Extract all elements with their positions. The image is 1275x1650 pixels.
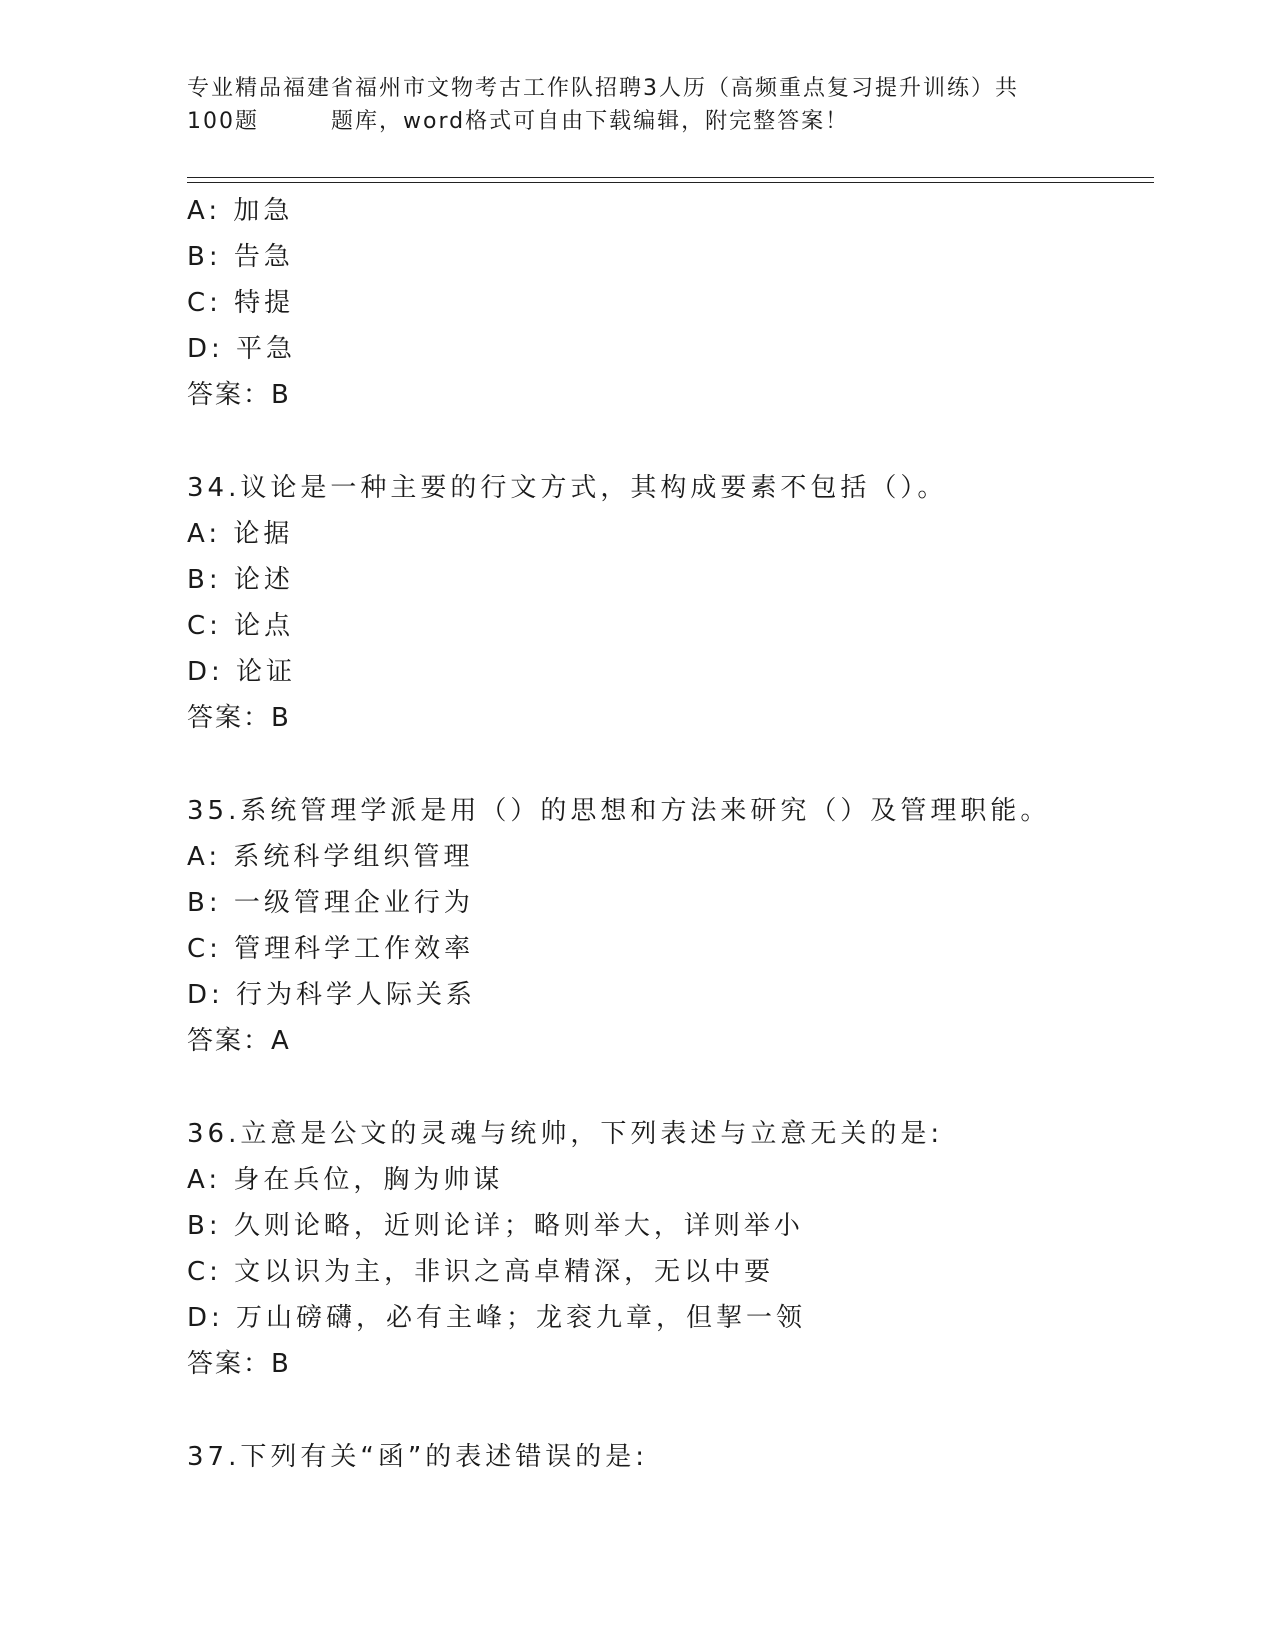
answer-line: 答案：B (187, 703, 291, 733)
answer-line: 答案：B (187, 1349, 291, 1379)
question-text: 37.下列有关“函”的表述错误的是: (187, 1442, 649, 1472)
option-c: C: 管理科学工作效率 (187, 934, 475, 964)
question-36 (187, 1111, 1154, 1387)
answer-line: 答案：A (187, 1026, 291, 1056)
question-text: 35.系统管理学派是用（）的思想和方法来研究（）及管理职能。 (187, 796, 1051, 826)
option-d: D: 论证 (187, 657, 297, 687)
question-35 (187, 788, 1154, 1064)
header-rule-bottom (187, 182, 1154, 183)
option-b: B: 告急 (187, 242, 294, 272)
option-c: C: 文以识为主，非识之高卓精深，无以中要 (187, 1257, 775, 1287)
question-37 (187, 1434, 1154, 1480)
question-text: 36.立意是公文的灵魂与统帅，下列表述与立意无关的是: (187, 1119, 944, 1149)
option-b: B: 久则论略，近则论详；略则举大，详则举小 (187, 1211, 804, 1241)
answer-line: 答案：B (187, 380, 291, 410)
option-c: C: 论点 (187, 611, 295, 641)
option-b: B: 一级管理企业行为 (187, 888, 474, 918)
question-text: 34.议论是一种主要的行文方式，其构成要素不包括（）。 (187, 473, 948, 503)
option-a: A: 身在兵位，胸为帅谋 (187, 1165, 504, 1195)
header-line-2-desc: 题库，word格式可自由下载编辑，附完整答案！ (331, 109, 850, 134)
header-line-2 (187, 105, 1087, 138)
option-d: D: 行为科学人际关系 (187, 980, 477, 1010)
option-d: D: 万山磅礴，必有主峰；龙衮九章，但挈一领 (187, 1303, 807, 1333)
option-d: D: 平急 (187, 334, 297, 364)
option-a: A: 加急 (187, 196, 294, 226)
option-c: C: 特提 (187, 288, 295, 318)
header-line-2-count: 100题 (187, 109, 259, 134)
header-line-1: 专业精品福建省福州市文物考古工作队招聘3人历（高频重点复习提升训练）共 (187, 76, 1019, 101)
question-33-continued (187, 188, 1154, 418)
spacer (187, 741, 1154, 788)
document-header (187, 72, 1087, 138)
option-a: A: 论据 (187, 519, 294, 549)
spacer (187, 1064, 1154, 1111)
option-a: A: 系统科学组织管理 (187, 842, 474, 872)
question-34 (187, 465, 1154, 741)
question-list (187, 188, 1154, 1480)
option-b: B: 论述 (187, 565, 294, 595)
header-rule-top (187, 177, 1154, 178)
spacer (187, 418, 1154, 465)
spacer (187, 1387, 1154, 1434)
